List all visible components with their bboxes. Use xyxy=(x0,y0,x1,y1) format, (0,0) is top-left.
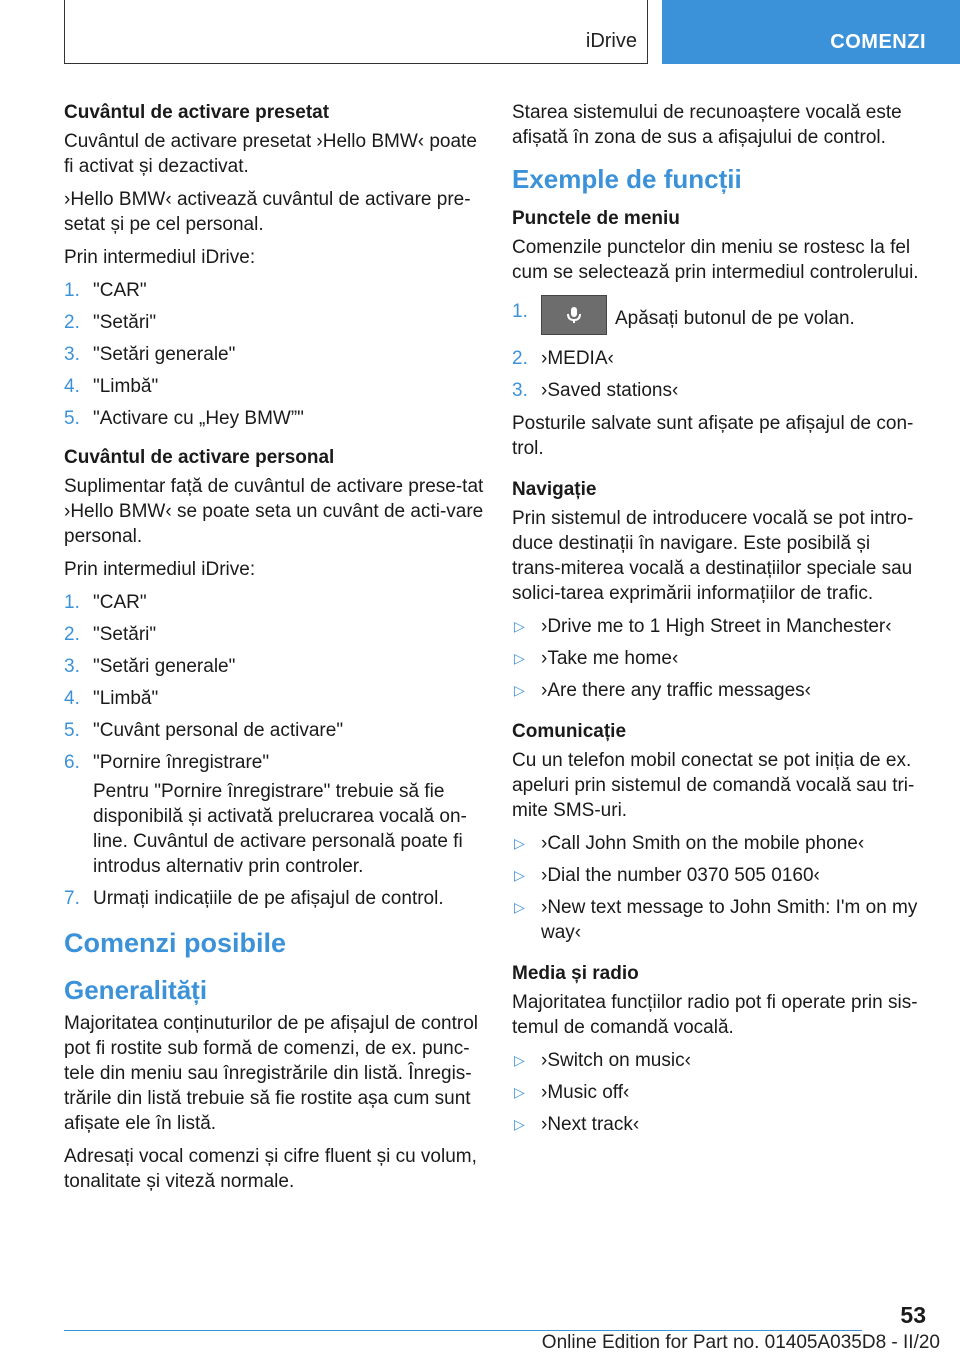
step-number: 3. xyxy=(512,380,528,401)
step-text: Urmați indicațiile de pe afișajul de control. xyxy=(93,888,444,909)
list-item xyxy=(64,342,484,367)
comm-paragraph: Cu un telefon mobil conectat se pot iniția de ex. apeluri prin sistemul de comandă vocală sau tri-mite SMS-uri. xyxy=(512,750,915,821)
list-item xyxy=(64,310,484,335)
list-item xyxy=(64,654,484,679)
list-item xyxy=(512,863,922,888)
comm-title: Comunicație xyxy=(512,721,627,742)
list-item xyxy=(512,299,922,339)
step-text: "Setări generale" xyxy=(93,656,236,677)
bullet-icon: ▷ xyxy=(514,682,525,698)
page-number: 53 xyxy=(900,1302,926,1328)
step-number: 5. xyxy=(64,720,80,741)
step-text: "Setări" xyxy=(93,624,157,645)
step-number: 3. xyxy=(64,344,80,365)
media-title: Media și radio xyxy=(512,963,639,984)
step-text: Apăsați butonul de pe volan. xyxy=(615,308,855,330)
step-number: 1. xyxy=(64,280,80,301)
preset-paragraph-1: Cuvântul de activare presetat ›Hello BMW‹ poate fi activat și dezactivat. xyxy=(64,131,477,177)
list-item xyxy=(512,1112,922,1137)
personal-paragraph-2: Prin intermediul iDrive: xyxy=(64,559,256,580)
menu-title: Punctele de meniu xyxy=(512,208,680,229)
list-item xyxy=(64,886,484,911)
nav-list xyxy=(512,614,922,703)
left-column xyxy=(64,100,484,1202)
list-item xyxy=(512,378,922,403)
examples-title: Exemple de funcții xyxy=(512,164,742,194)
list-item xyxy=(512,646,922,671)
step-number: 1. xyxy=(512,301,528,322)
menu-steps-list xyxy=(512,299,922,403)
preset-title: Cuvântul de activare presetat xyxy=(64,102,330,123)
step-text: "Limbă" xyxy=(93,688,159,709)
list-item xyxy=(64,374,484,399)
list-item xyxy=(512,614,922,639)
list-item xyxy=(64,686,484,711)
step-number: 1. xyxy=(64,592,80,613)
bullet-icon: ▷ xyxy=(514,899,525,915)
section-title: Comenzi posibile xyxy=(64,928,287,958)
list-item xyxy=(64,278,484,303)
item-text: ›Drive me to 1 High Street in Manchester‹ xyxy=(541,616,892,637)
header-chapter-title: COMENZI xyxy=(830,31,926,53)
step-number: 4. xyxy=(64,376,80,397)
bullet-icon: ▷ xyxy=(514,867,525,883)
bullet-icon: ▷ xyxy=(514,835,525,851)
list-item xyxy=(64,750,484,879)
item-text: ›Next track‹ xyxy=(541,1114,640,1135)
step-text: "Limbă" xyxy=(93,376,159,397)
page-header xyxy=(0,0,960,66)
step-text: "Activare cu „Hey BMW”" xyxy=(93,408,304,429)
list-item xyxy=(512,346,922,371)
list-item xyxy=(64,718,484,743)
bullet-icon: ▷ xyxy=(514,1052,525,1068)
step-note: Pentru "Pornire înregistrare" trebuie să fie disponibilă și activată prelucrarea vocală on-line. Cuvântul de activare personală poate fi introdus alternativ prin controler. xyxy=(93,781,467,877)
header-section-title: iDrive xyxy=(585,30,637,52)
bullet-icon: ▷ xyxy=(514,650,525,666)
step-number: 2. xyxy=(512,348,528,369)
menu-paragraph-2: Posturile salvate sunt afișate pe afișajul de con-trol. xyxy=(512,413,914,459)
footer-edition: Online Edition for Part no. 01405A035D8 - II/20 xyxy=(541,1332,940,1353)
step-number: 2. xyxy=(64,624,80,645)
nav-title: Navigație xyxy=(512,479,597,500)
item-text: ›Call John Smith on the mobile phone‹ xyxy=(541,833,865,854)
header-chapter-tab xyxy=(662,0,960,64)
list-item xyxy=(64,622,484,647)
list-item xyxy=(512,895,922,945)
step-text: "Setări generale" xyxy=(93,344,236,365)
general-paragraph-2: Adresați vocal comenzi și cifre fluent și cu volum, tonalitate și viteză normale. xyxy=(64,1146,477,1192)
item-text: ›Music off‹ xyxy=(541,1082,630,1103)
list-item xyxy=(512,831,922,856)
general-title: Generalități xyxy=(64,975,208,1005)
step-text: "Cuvânt personal de activare" xyxy=(93,720,344,741)
bullet-icon: ▷ xyxy=(514,618,525,634)
item-text: ›Are there any traffic messages‹ xyxy=(541,680,811,701)
list-item xyxy=(512,1080,922,1105)
nav-paragraph: Prin sistemul de introducere vocală se pot intro-duce destinații în navigare. Este posibilă și trans-miterea vocală a destinațiilor speciale sau solici-tarea exprimării informațiilor de trafic. xyxy=(512,508,914,604)
bullet-icon: ▷ xyxy=(514,1116,525,1132)
microphone-icon xyxy=(541,295,607,335)
item-text: ›Take me home‹ xyxy=(541,648,679,669)
item-text: ›Switch on music‹ xyxy=(541,1050,691,1071)
step-number: 2. xyxy=(64,312,80,333)
status-paragraph: Starea sistemului de recunoaștere vocală este afișată în zona de sus a afișajului de control. xyxy=(512,102,902,148)
step-number: 3. xyxy=(64,656,80,677)
item-text: ›New text message to John Smith: I'm on my way‹ xyxy=(541,897,918,943)
list-item xyxy=(64,590,484,615)
media-paragraph: Majoritatea funcțiilor radio pot fi operate prin sis-temul de comandă vocală. xyxy=(512,992,918,1038)
step-text: ›MEDIA‹ xyxy=(541,348,614,369)
step-text: "CAR" xyxy=(93,280,147,301)
step-number: 4. xyxy=(64,688,80,709)
menu-paragraph: Comenzile punctelor din meniu se rostesc la fel cum se selectează prin intermediul controlerului. xyxy=(512,237,919,283)
step-number: 5. xyxy=(64,408,80,429)
step-number: 7. xyxy=(64,888,80,909)
footer-divider xyxy=(64,1330,862,1331)
item-text: ›Dial the number 0370 505 0160‹ xyxy=(541,865,820,886)
step-text: "Pornire înregistrare" xyxy=(93,752,270,773)
preset-steps-list xyxy=(64,278,484,431)
list-item xyxy=(512,678,922,703)
bullet-icon: ▷ xyxy=(514,1084,525,1100)
comm-list xyxy=(512,831,922,945)
step-text: ›Saved stations‹ xyxy=(541,380,679,401)
list-item xyxy=(64,406,484,431)
list-item xyxy=(512,1048,922,1073)
step-text: "CAR" xyxy=(93,592,147,613)
preset-paragraph-3: Prin intermediul iDrive: xyxy=(64,247,256,268)
preset-paragraph-2: ›Hello BMW‹ activează cuvântul de activare pre-setat și pe cel personal. xyxy=(64,189,471,235)
personal-title: Cuvântul de activare personal xyxy=(64,447,335,468)
personal-steps-list xyxy=(64,590,484,911)
media-list xyxy=(512,1048,922,1137)
general-paragraph-1: Majoritatea conținuturilor de pe afișajul de control pot fi rostite sub formă de comenzi, de ex. punc-tele din meniu sau înregistrările din listă. Înregis-trările din listă trebuie să fie rostite așa cum sunt afișate ele în listă. xyxy=(64,1013,479,1134)
header-section-box xyxy=(64,0,648,64)
step-text: "Setări" xyxy=(93,312,157,333)
personal-paragraph-1: Suplimentar față de cuvântul de activare prese-tat ›Hello BMW‹ se poate seta un cuvânt de acti-vare personal. xyxy=(64,476,484,547)
step-number: 6. xyxy=(64,752,80,773)
right-column xyxy=(512,100,922,1151)
